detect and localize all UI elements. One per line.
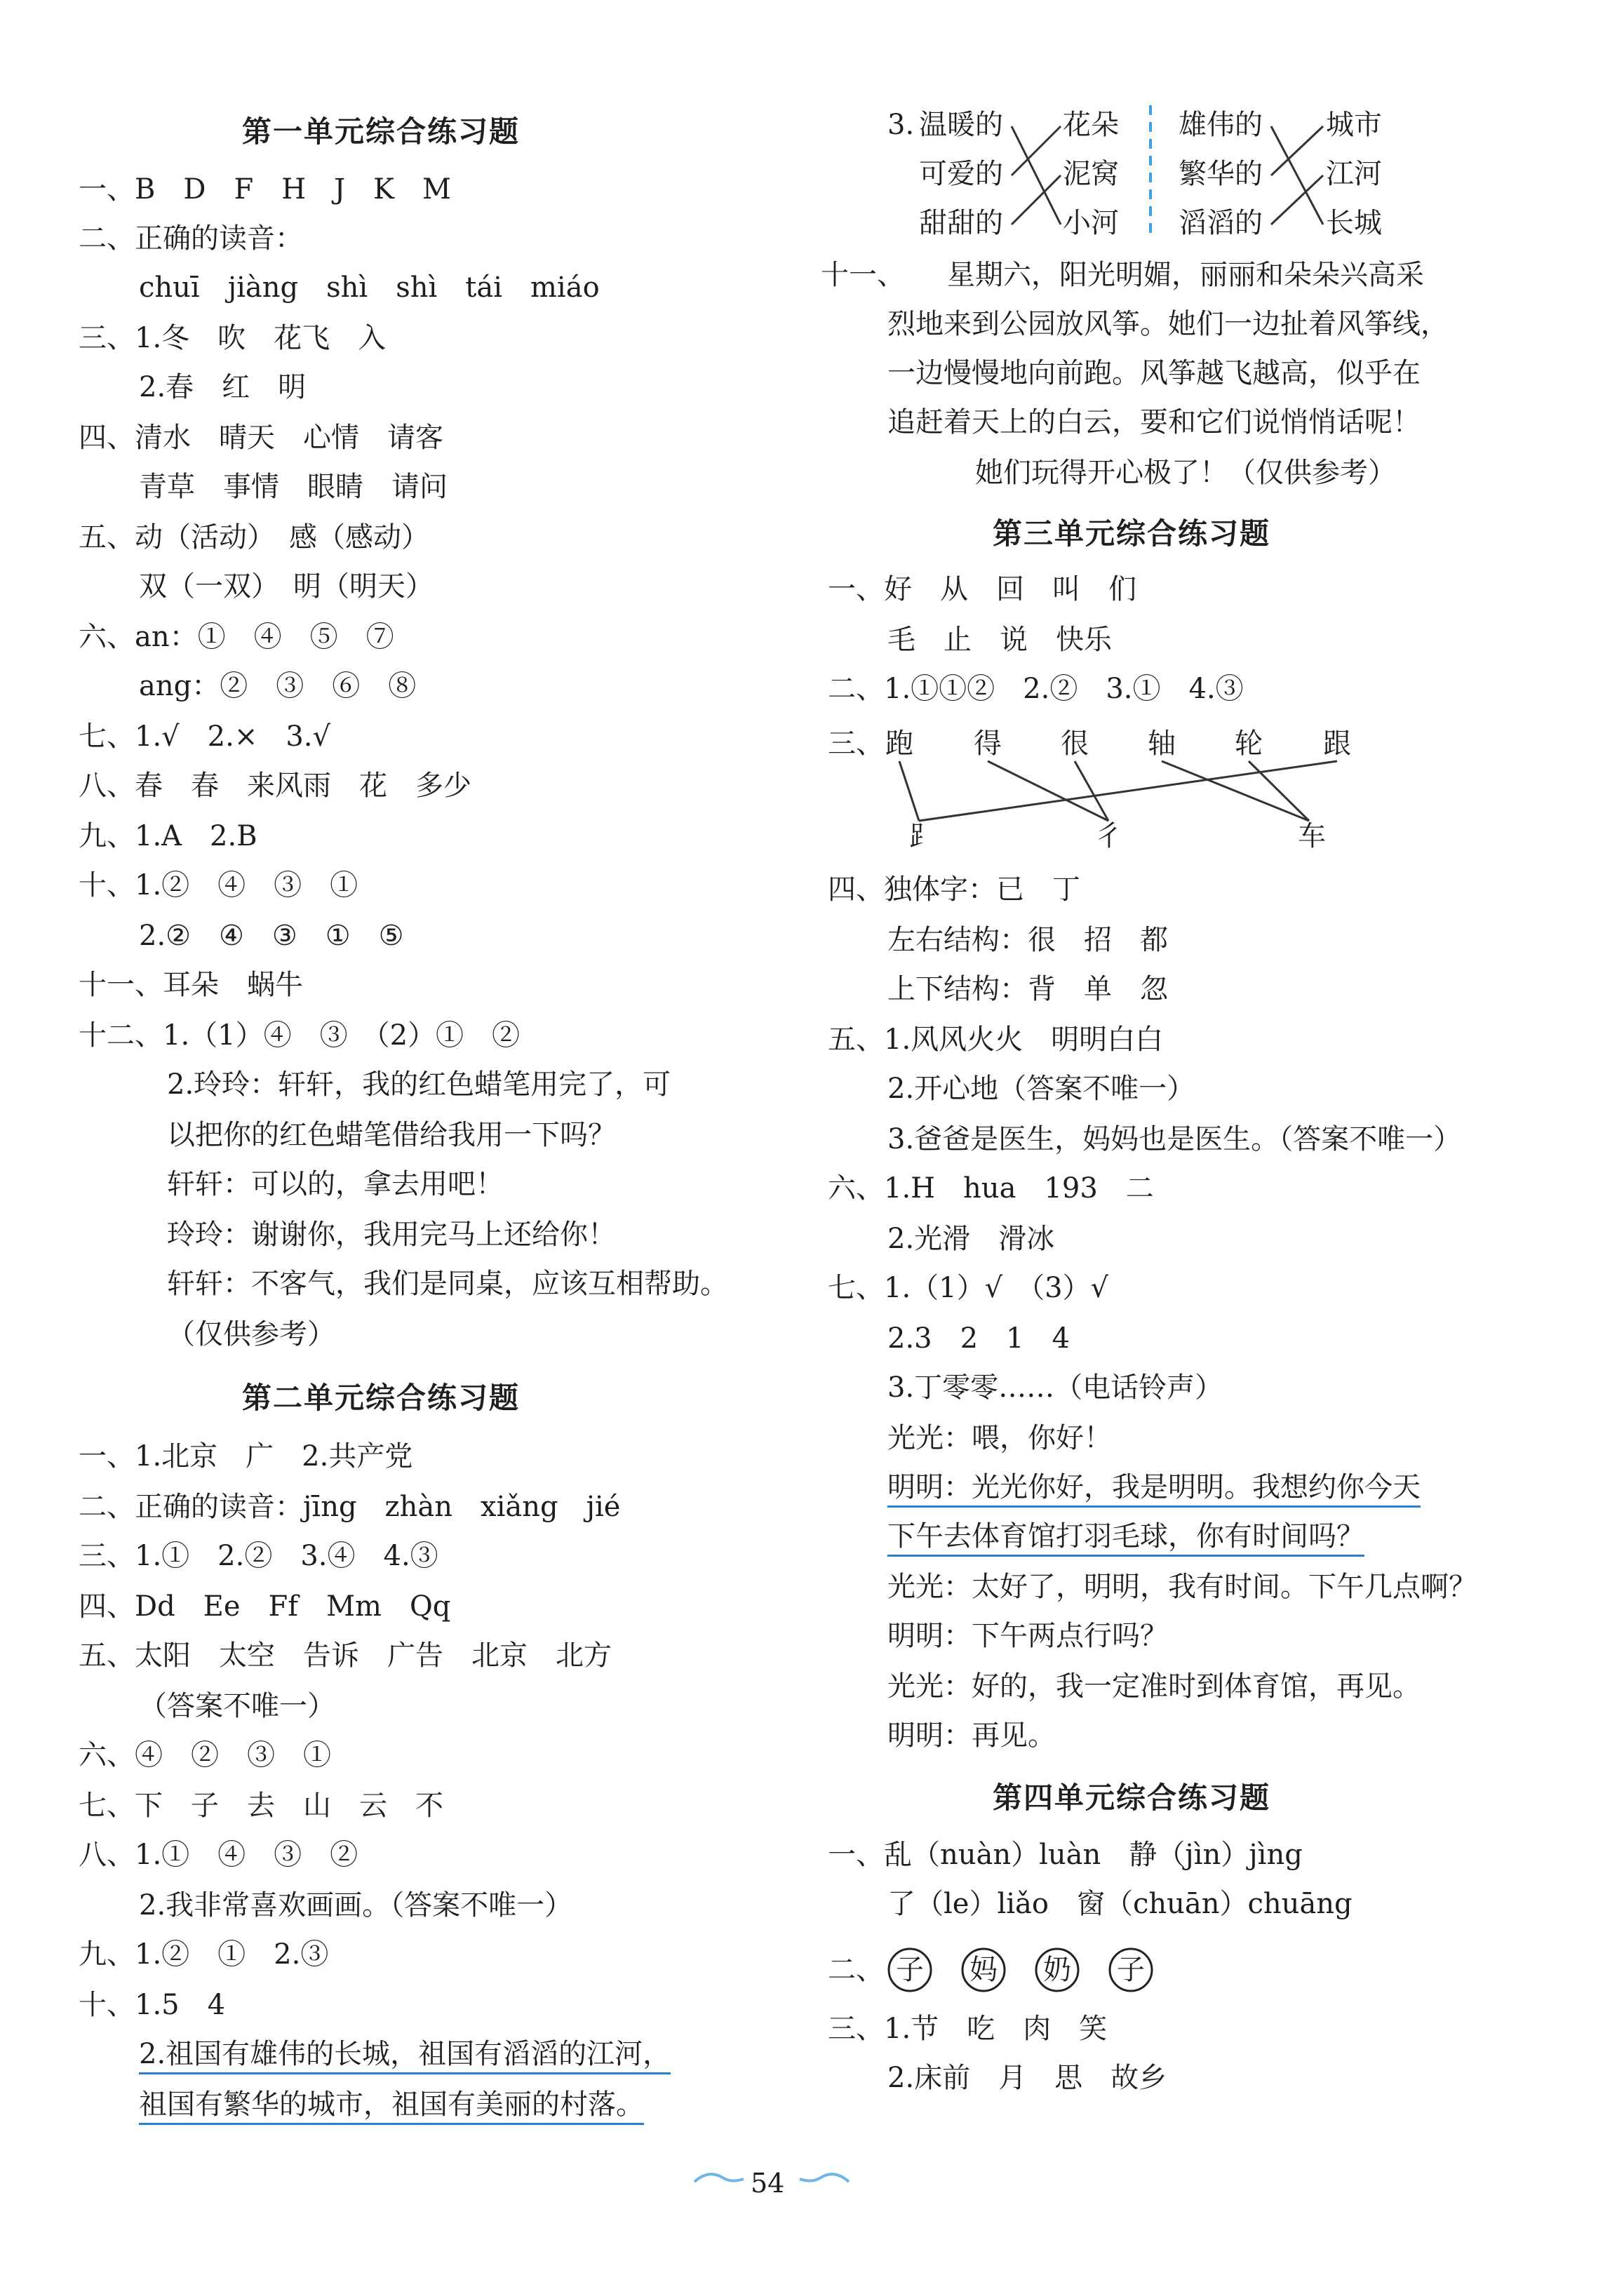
answer-line: 五、太阳 太空 告诉 广告 北京 北方 bbox=[79, 1639, 612, 1672]
answer-line: 青草 事情 眼睛 请问 bbox=[139, 471, 448, 503]
answer-line: 2.玲玲：轩轩，我的红色蜡笔用完了，可 bbox=[167, 1068, 671, 1101]
circled-char: 妈 bbox=[969, 1954, 998, 1986]
answer-line: 双（一双） 明（明天） bbox=[139, 570, 434, 603]
answer-line: 十、1.5 4 bbox=[79, 1989, 226, 2021]
unit2-title: 第二单元综合练习题 bbox=[242, 1381, 521, 1415]
circled-char: 子 bbox=[896, 1954, 924, 1986]
radical-item: 车 bbox=[1298, 820, 1326, 852]
unit3-title: 第三单元综合练习题 bbox=[993, 516, 1271, 551]
char-item: 很 bbox=[1061, 727, 1089, 760]
page-number: 54 bbox=[751, 2168, 785, 2199]
match-left-word: 可爱的 bbox=[919, 158, 1003, 190]
answer-line: 七、1.√ 2.× 3.√ bbox=[79, 720, 330, 753]
answer-line: 2.3 2 1 4 bbox=[887, 1322, 1070, 1355]
answer-line: 六、1.H hua 193 二 bbox=[828, 1172, 1154, 1205]
answer-line: 三、1.冬 吹 花飞 入 bbox=[79, 322, 387, 354]
answer-line: 一边慢慢地向前跑。风筝越飞越高，似乎在 bbox=[887, 357, 1421, 389]
answer-line: 二、正确的读音： bbox=[79, 222, 303, 255]
answer-line: 左右结构：很 招 都 bbox=[887, 924, 1168, 956]
match-right-word: 泥窝 bbox=[1063, 158, 1119, 190]
answer-line: 四、独体字：已 丁 bbox=[828, 873, 1080, 906]
unit1-title: 第一单元综合练习题 bbox=[242, 114, 521, 149]
circled-char: 子 bbox=[1117, 1954, 1145, 1986]
answer-line: 四、Dd Ee Ff Mm Qq bbox=[79, 1590, 451, 1623]
answer-line: 她们玩得开心极了！（仅供参考） bbox=[975, 457, 1396, 489]
answer-line-underlined: 明明：光光你好，我是明明。我想约你今天 bbox=[887, 1473, 1421, 1508]
answer-line: 十、1.② ④ ③ ① bbox=[79, 869, 358, 901]
answer-line: 轩轩：不客气，我们是同桌，应该互相帮助。 bbox=[167, 1268, 728, 1300]
char-item: 得 bbox=[974, 727, 1002, 760]
answer-line: 一、1.北京 广 2.共产党 bbox=[79, 1440, 413, 1473]
answer-line: 一、B D F H J K M bbox=[79, 173, 451, 206]
answer-line: 2.② ④ ③ ① ⑤ bbox=[139, 920, 404, 952]
match-left-word: 繁华的 bbox=[1179, 158, 1263, 190]
answer-line: 九、1.② ① 2.③ bbox=[79, 1938, 329, 1971]
answer-line: 2.我非常喜欢画画。（答案不唯一） bbox=[139, 1889, 573, 1922]
answer-line: 烈地来到公园放风筝。她们一边扯着风筝线， bbox=[887, 308, 1449, 340]
match-left-word: 雄伟的 bbox=[1179, 109, 1263, 141]
match-right-word: 花朵 bbox=[1063, 109, 1119, 141]
answer-line: ang：② ③ ⑥ ⑧ bbox=[139, 670, 417, 702]
answer-line: 二、 bbox=[828, 1954, 884, 1986]
answer-line: chuī jiàng shì shì tái miáo bbox=[139, 271, 600, 304]
answer-line: 四、清水 晴天 心情 请客 bbox=[79, 422, 443, 454]
answer-line: 六、an：① ④ ⑤ ⑦ bbox=[79, 621, 394, 653]
answer-line: 追赶着天上的白云，要和它们说悄悄话呢！ bbox=[887, 406, 1421, 438]
char-item: 跟 bbox=[1323, 727, 1351, 760]
answer-line: 八、春 春 来风雨 花 多少 bbox=[79, 770, 471, 802]
match-label: 三、 bbox=[828, 727, 884, 760]
answer-line-underlined: 下午去体育馆打羽毛球，你有时间吗？ bbox=[887, 1522, 1364, 1557]
answer-line-underlined: 2.祖国有雄伟的长城，祖国有滔滔的江河， bbox=[139, 2040, 671, 2074]
char-item: 轴 bbox=[1148, 727, 1176, 760]
answer-line: 三、1.① 2.② 3.④ 4.③ bbox=[79, 1540, 438, 1572]
answer-line: 2.春 红 明 bbox=[139, 371, 307, 403]
match-right-word: 城市 bbox=[1326, 109, 1382, 141]
answer-line: 九、1.A 2.B bbox=[79, 820, 257, 852]
answer-line: 明明：再见。 bbox=[887, 1719, 1056, 1752]
answer-line: 七、下 子 去 山 云 不 bbox=[79, 1790, 443, 1822]
answer-line: 五、动（活动） 感（感动） bbox=[79, 521, 429, 554]
answer-line: 以把你的红色蜡笔借给我用一下吗？ bbox=[167, 1119, 616, 1151]
answer-line: 2.光滑 滑冰 bbox=[887, 1223, 1055, 1255]
answer-line: 玲玲：谢谢你，我用完马上还给你！ bbox=[167, 1219, 616, 1251]
answer-line: 十二、1.（1）④ ③ （2）① ② bbox=[79, 1019, 521, 1052]
answer-line: 十一、耳朵 蜗牛 bbox=[79, 969, 303, 1001]
answer-line: 2.床前 月 思 故乡 bbox=[887, 2062, 1167, 2094]
match-right-word: 江河 bbox=[1326, 158, 1382, 190]
answer-line: 一、乱（nuàn）luàn 静（jìn）jìng bbox=[828, 1839, 1303, 1871]
answer-line: 二、正确的读音：jīng zhàn xiǎng jié bbox=[79, 1491, 621, 1523]
answer-line: 了（le）liǎo 窗（chuān）chuāng bbox=[887, 1888, 1353, 1920]
match-right-word: 小河 bbox=[1063, 207, 1119, 239]
answer-line: 轩轩：可以的，拿去用吧！ bbox=[167, 1168, 504, 1200]
answer-line: 3.爸爸是医生，妈妈也是医生。（答案不唯一） bbox=[887, 1123, 1462, 1155]
answer-line: 一、好 从 回 叫 们 bbox=[828, 573, 1136, 605]
unit4-title: 第四单元综合练习题 bbox=[993, 1780, 1271, 1815]
answer-line: 光光：太好了，明明，我有时间。下午几点啊？ bbox=[887, 1571, 1477, 1603]
answer-line: 2.开心地（答案不唯一） bbox=[887, 1073, 1195, 1105]
answer-line-underlined: 祖国有繁华的城市，祖国有美丽的村落。 bbox=[139, 2091, 644, 2125]
answer-line: 明明：下午两点行吗？ bbox=[887, 1620, 1168, 1652]
answer-line: 毛 止 说 快乐 bbox=[887, 624, 1112, 656]
answer-line: 光光：喂，你好！ bbox=[887, 1422, 1112, 1454]
answer-line: 三、1.节 吃 肉 笑 bbox=[828, 2013, 1108, 2045]
answer-line: 七、1.（1）√ （3）√ bbox=[828, 1272, 1109, 1304]
answer-line: （仅供参考） bbox=[167, 1318, 335, 1350]
answer-line: （答案不唯一） bbox=[139, 1690, 335, 1722]
answer-line: 八、1.① ④ ③ ② bbox=[79, 1839, 358, 1871]
match-right-word: 长城 bbox=[1326, 207, 1382, 239]
answer-line: 3.丁零零……（电话铃声） bbox=[887, 1371, 1223, 1404]
answer-line: 上下结构：背 单 忽 bbox=[887, 973, 1168, 1005]
answer-line: 五、1.风风火火 明明白白 bbox=[828, 1024, 1164, 1056]
answer-line: 六、④ ② ③ ① bbox=[79, 1739, 331, 1771]
match-left-word: 甜甜的 bbox=[919, 207, 1003, 239]
circled-char: 奶 bbox=[1043, 1954, 1071, 1986]
match-label: 3. bbox=[887, 109, 915, 141]
answer-line: 光光：好的，我一定准时到体育馆，再见。 bbox=[887, 1670, 1421, 1703]
match-left-word: 滔滔的 bbox=[1179, 207, 1263, 239]
radical-item: ⻊ bbox=[908, 820, 937, 852]
match-left-word: 温暖的 bbox=[919, 109, 1003, 141]
radical-item: 彳 bbox=[1094, 820, 1122, 852]
answer-line: 二、1.①①② 2.② 3.① 4.③ bbox=[828, 673, 1244, 705]
char-item: 轮 bbox=[1235, 727, 1263, 760]
answer-line: 十一、 星期六，阳光明媚，丽丽和朵朵兴高采 bbox=[821, 259, 1424, 291]
char-item: 跑 bbox=[885, 727, 913, 760]
